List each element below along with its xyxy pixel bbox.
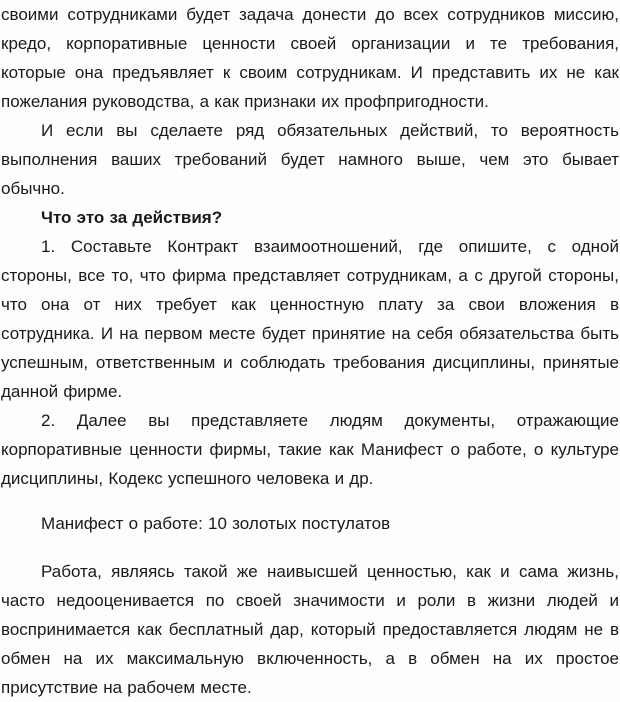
list-item-2: 2. Далее вы представляете людям документы, отражающие корпоративные ценности фирмы, такие как Манифест о работе, о культуре дисциплины, Кодекс успешного человека и др. bbox=[1, 411, 619, 488]
blank-line bbox=[1, 493, 619, 509]
blank-line bbox=[1, 538, 619, 557]
list-item-1: 1. Составьте Контракт взаимоотношений, где опишите, с одной стороны, все то, что фирма представляет сотрудникам, а с другой стороны, что она от них требует как ценностную плату за свои вложения в сотрудника. И на первом месте будет принятие на себя обязательства быть успешным, ответственным и соблюдать требования дисциплины, принятые данной фирме. bbox=[1, 237, 619, 401]
paragraph-actions-intro: И если вы сделаете ряд обязательных действий, то вероятность выполнения ваших требований будет намного выше, чем это бывает обычно. bbox=[1, 121, 619, 198]
paragraph-continuation: своими сотрудниками будет задача донести до всех сотрудников миссию, кредо, корпоративные ценности своей организации и те требования, которые она предъявляет к своим сотрудникам. И представить их не как пожелания руководства, а как признаки их профпригодности. bbox=[1, 5, 619, 111]
manifest-subtitle: Манифест о работе: 10 золотых постулатов bbox=[41, 514, 391, 533]
paragraph-manifest-intro: Работа, являясь такой же наивысшей ценностью, как и сама жизнь, часто недооценивается по своей значимости и роли в жизни людей и воспринимается как бесплатный дар, который предоставляется людям не в обмен на их максимальную включенность, а в обмен на их простое присутствие на рабочем месте. bbox=[1, 562, 619, 697]
question-heading: Что это за действия? bbox=[41, 208, 223, 227]
